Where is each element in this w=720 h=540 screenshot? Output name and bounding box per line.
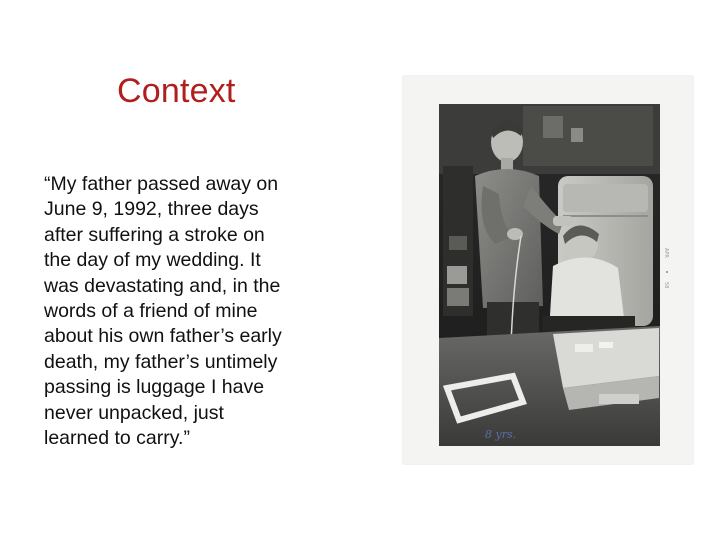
svg-text:APR: APR <box>663 248 669 258</box>
handwritten-caption: 8 yrs. <box>485 428 517 441</box>
vintage-photograph <box>403 76 693 464</box>
quote-text: “My father passed away on June 9, 1992, three days after suffering a stroke on the day of my wedding. It was devastating and, in the words of a friend of mine about his own father’s early death, my father’s untimely passing is luggage I have never unpacked, just learned to carry.” <box>44 173 282 450</box>
svg-text:58: 58 <box>663 282 669 289</box>
photo-image <box>403 76 693 464</box>
slide-title: Context <box>117 72 236 110</box>
